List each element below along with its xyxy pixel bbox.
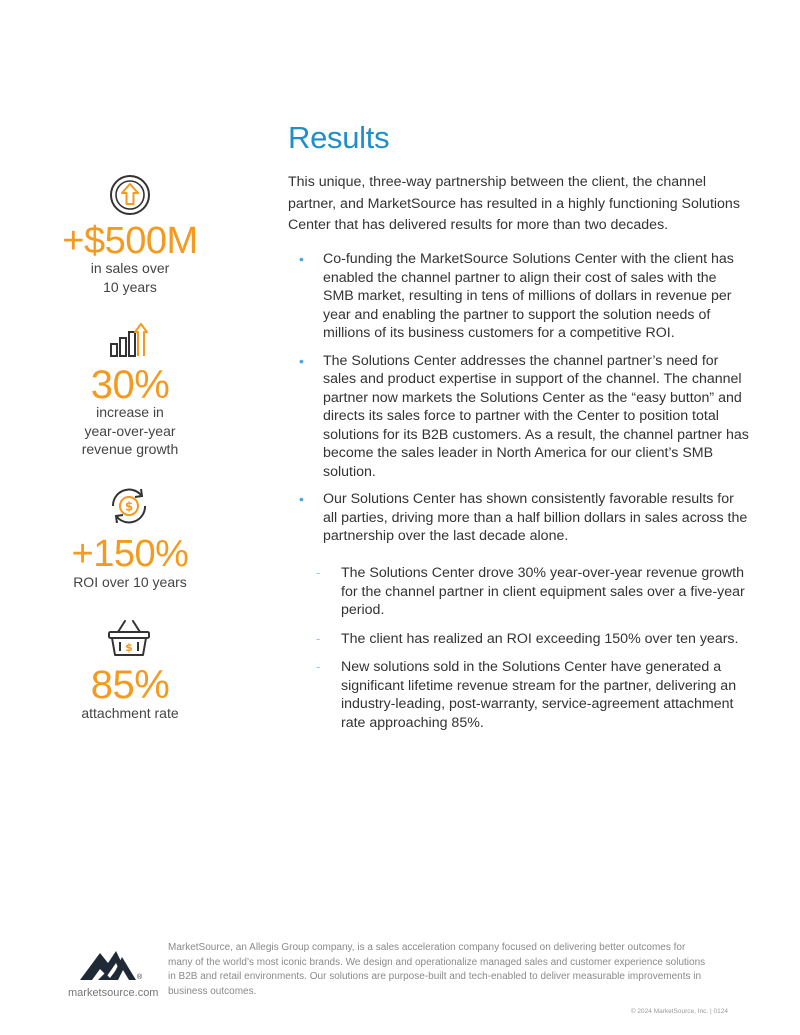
footer-company-description: MarketSource, an Allegis Group company, is a sales acceleration company focused on delivering better outcomes for many of the world’s most iconic brands. We design and operationalize managed sales and customer experience solutions in B2B and retail environments. Our solutions are purpose-built and tech-enabled to deliver measurable improvements in business outcomes. (168, 942, 706, 997)
bullet-text: Our Solutions Center has shown consistently favorable results for all parties, driving more than a half billion dollars in sales across the partnership over the last decade alone. (323, 491, 748, 544)
results-bullet-list (288, 250, 750, 546)
subbullet-marker: - (316, 630, 321, 646)
copyright-notice: © 2024 MarketSource, Inc. | 0124 (630, 1008, 728, 1015)
bullet-text: The Solutions Center addresses the channel partner’s need for sales and product expertise in support of the channel. The channel partner now markets the Solutions Center as the “easy button” and directs its sales force to partner with the Center to position total solutions for its B2B customers. As a result, the channel partner has become the sales leader in North America for our client’s SMB solution. (323, 352, 749, 480)
growth-bar-chart-icon (108, 322, 152, 358)
bullet-item (288, 490, 750, 546)
stat-caption-sales: in sales over 10 years (90, 260, 170, 295)
stat-value-attachment: 85% (90, 663, 170, 707)
stat-value-sales: +$500M (62, 220, 198, 262)
intro-paragraph: This unique, three-way partnership between the client, the channel partner, and MarketSource has resulted in a highly functioning Solutions Center that has delivered results for more than two decades. (288, 174, 740, 233)
bullet-text: Co-funding the MarketSource Solutions Center with the client has enabled the channel partner to align their cost of sales with the SMB market, resulting in tens of millions of dollars in revenue per year and enabling the partner to support the solution needs of millions of its business customers for a competitive ROI. (323, 251, 734, 341)
subbullet-marker: - (316, 565, 321, 580)
footer-url[interactable]: marketsource.com (68, 987, 159, 999)
subbullet-item (288, 658, 750, 732)
upload-arrow-circle-icon (108, 173, 152, 217)
bullet-item (288, 352, 750, 482)
bullet-marker: • (299, 352, 304, 369)
subbullet-item (288, 630, 750, 649)
svg-text:$: $ (125, 641, 133, 654)
dollar-cycle-icon (107, 484, 151, 528)
stat-value-roi: +150% (71, 533, 189, 575)
results-subbullet-list (288, 564, 750, 742)
bullet-marker: • (299, 251, 304, 267)
registered-mark: ® (137, 974, 143, 981)
bullet-item (288, 250, 750, 343)
subbullet-text: New solutions sold in the Solutions Center have generated a significant lifetime revenue stream for the partner, delivering an industry-leading, post-warranty, service-agreement attachment rate approaching 85%. (341, 659, 737, 731)
shopping-basket-dollar-icon (106, 618, 152, 658)
stat-caption-growth: increase in year-over-year revenue growth (81, 404, 179, 457)
results-heading: Results (288, 120, 390, 155)
stat-value-growth: 30% (90, 363, 170, 407)
svg-text:$: $ (124, 499, 134, 514)
subbullet-text: The Solutions Center drove 30% year-over-year revenue growth for the channel partner in client equipment sales over a five-year period. (341, 565, 745, 618)
subbullet-item (288, 564, 750, 620)
subbullet-marker: - (316, 659, 321, 674)
bullet-marker: • (299, 491, 304, 507)
stat-caption-attachment: attachment rate (81, 705, 179, 721)
stat-caption-roi: ROI over 10 years (73, 574, 187, 590)
subbullet-text: The client has realized an ROI exceeding 150% over ten years. (341, 630, 739, 647)
